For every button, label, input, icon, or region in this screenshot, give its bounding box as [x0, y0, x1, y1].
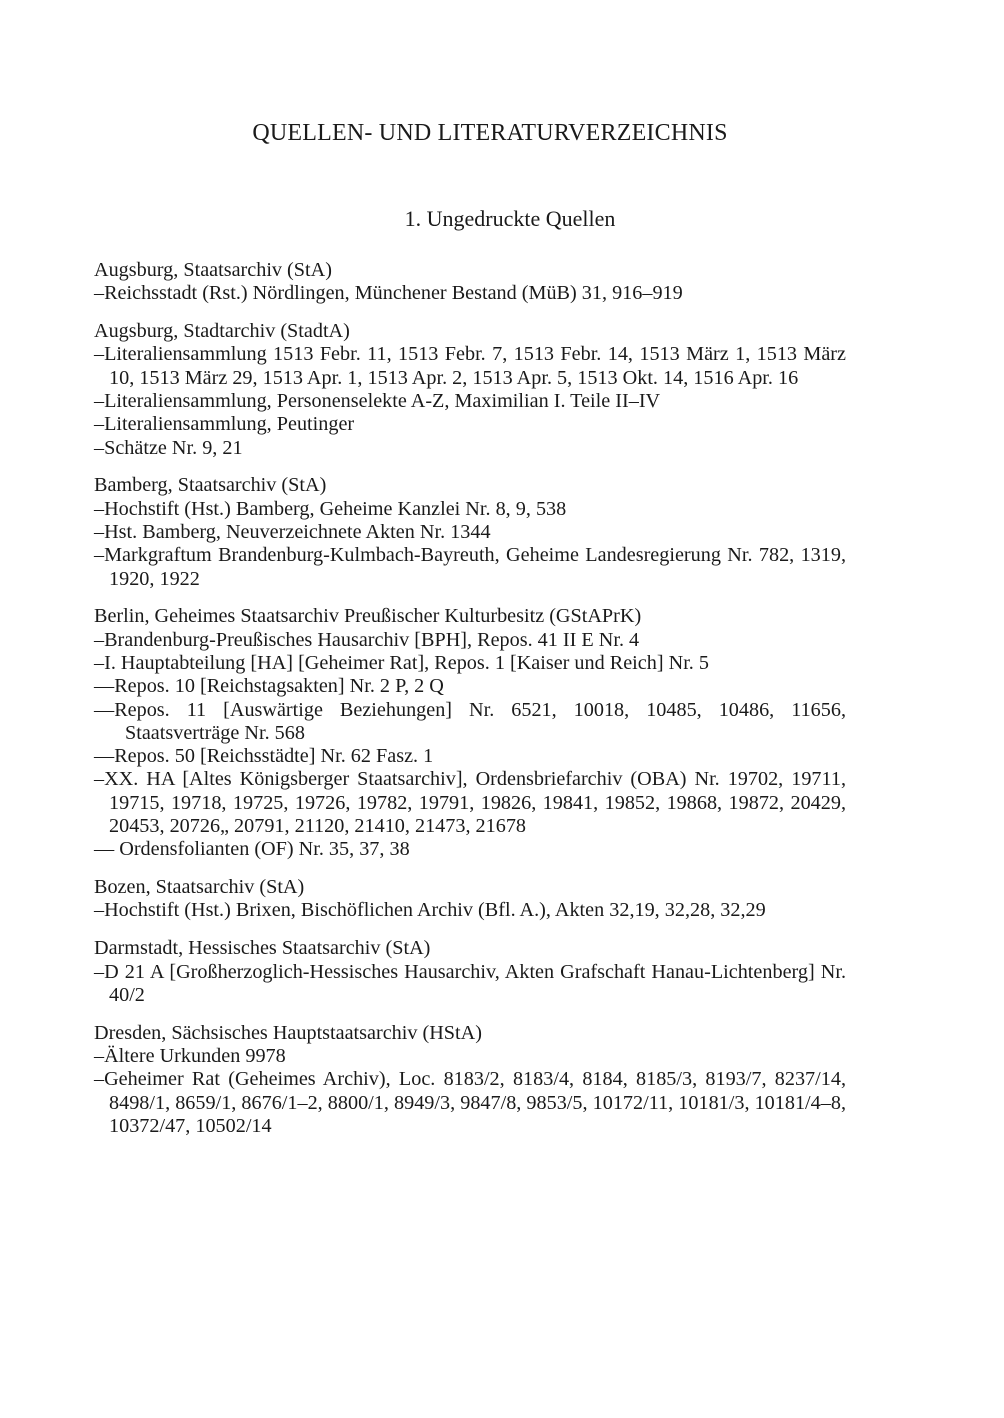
- archive-entry: [94, 629, 846, 652]
- archive-entry: [94, 899, 846, 922]
- archive-entry: [94, 498, 846, 521]
- entry-dash: –: [94, 544, 105, 567]
- entry-text: Repos. 50 [Reichsstädte] Nr. 62 Fasz. 1: [114, 745, 434, 768]
- entry-dash: –: [94, 1044, 105, 1067]
- archive-name: Augsburg, Staatsarchiv (StA): [94, 259, 332, 281]
- archive-entry: [94, 961, 846, 1008]
- archive-group: [94, 937, 846, 1007]
- archive-entry: [94, 1045, 846, 1068]
- entry-dash: ––: [94, 745, 115, 768]
- entry-text: Brandenburg-Preußisches Hausarchiv [BPH], Repos. 41 II E Nr. 4: [104, 628, 640, 651]
- archive-entry: [94, 1068, 846, 1138]
- entry-dash: –: [94, 899, 105, 922]
- entry-text: Hochstift (Hst.) Bamberg, Geheime Kanzlei Nr. 8, 9, 538: [104, 497, 567, 520]
- entry-dash: ––: [94, 675, 115, 698]
- entry-dash: –: [94, 960, 105, 983]
- archive-group: [94, 320, 846, 460]
- entry-text: Ordensfolianten (OF) Nr. 35, 37, 38: [119, 838, 410, 861]
- entry-dash: –: [94, 413, 105, 436]
- entry-text: Literaliensammlung, Personenselekte A-Z, Maximilian I. Teile II–IV: [104, 389, 661, 412]
- archive-name: Bozen, Staatsarchiv (StA): [94, 876, 305, 899]
- entry-text: Hst. Bamberg, Neuverzeichnete Akten Nr. 1344: [104, 520, 491, 543]
- archive-group: [94, 605, 846, 861]
- entry-dash: –: [94, 343, 105, 366]
- archive-entry: [94, 544, 846, 591]
- archive-name: Dresden, Sächsisches Hauptstaatsarchiv (HStA): [94, 1021, 482, 1044]
- archive-entry: [94, 745, 846, 768]
- archive-entry: [94, 413, 846, 436]
- entry-dash: –: [94, 389, 105, 412]
- entry-text: Repos. 11 [Auswärtige Beziehungen] Nr. 6521, 10018, 10485, 10486, 11656, Staatsverträge Nr. 568: [114, 698, 846, 744]
- archive-entry: [94, 437, 846, 460]
- section-heading: 1. Ungedruckte Quellen: [404, 206, 616, 231]
- entry-text: Geheimer Rat (Geheimes Archiv), Loc. 8183/2, 8183/4, 8184, 8185/3, 8193/7, 8237/14, 8498/1, 8659/1, 8676/1–2, 8800/1, 8949/3, 9847/8, 9853/5, 10172/11, 10181/3, 10181/4–8, 10372/47, 10502/14: [104, 1068, 846, 1137]
- entry-dash: –: [94, 628, 105, 651]
- entry-dash: ––: [94, 698, 115, 721]
- archive-entry: [94, 652, 846, 675]
- archive-entry: [94, 521, 846, 544]
- entry-text: XX. HA [Altes Königsberger Staatsarchiv], Ordensbriefarchiv (OBA) Nr. 19702, 19711, 19715, 19718, 19725, 19726, 19782, 19791, 19826, 19841, 19852, 19868, 19872, 20429, 20453, 20726„ 20791, 21120, 21410, 21473, 21678: [104, 768, 846, 838]
- archive-name: Augsburg, Stadtarchiv (StadtA): [94, 320, 350, 343]
- archive-entry: [94, 675, 846, 698]
- archive-name: Berlin, Geheimes Staatsarchiv Preußischer Kulturbesitz (GStAPrK): [94, 605, 642, 628]
- entry-text: Schätze Nr. 9, 21: [104, 436, 243, 459]
- entry-dash: –: [94, 497, 105, 520]
- entry-text: Literaliensammlung 1513 Febr. 11, 1513 Febr. 7, 1513 Febr. 14, 1513 März 1, 1513 März 10, 1513 März 29, 1513 Apr. 1, 1513 Apr. 2, 1513 Apr. 5, 1513 Okt. 14, 1516 Apr. 16: [104, 343, 846, 389]
- entry-text: Hochstift (Hst.) Brixen, Bischöflichen Archiv (Bfl. A.), Akten 32,19, 32,28, 32,29: [104, 899, 766, 922]
- archive-name: Darmstadt, Hessisches Staatsarchiv (StA): [94, 937, 431, 960]
- archive-entry: [94, 390, 846, 413]
- page-title: QUELLEN- UND LITERATURVERZEICHNIS: [252, 120, 728, 146]
- entry-dash: –: [94, 436, 105, 459]
- entry-text: Markgraftum Brandenburg-Kulmbach-Bayreuth, Geheime Landesregierung Nr. 782, 1319, 1920, 1922: [104, 544, 846, 590]
- entry-dash: –: [94, 520, 105, 543]
- archive-entry: [94, 838, 846, 861]
- entry-text: Repos. 10 [Reichstagsakten] Nr. 2 P, 2 Q: [114, 675, 444, 698]
- archive-list: [94, 259, 846, 1153]
- archive-entry: [94, 282, 846, 305]
- entry-dash: ––: [94, 838, 120, 861]
- archive-group: [94, 474, 846, 590]
- entry-dash: –: [94, 768, 105, 791]
- entry-text: Reichsstadt (Rst.) Nördlingen, Münchener Bestand (MüB) 31, 916–919: [104, 282, 683, 305]
- entry-dash: –: [94, 651, 105, 674]
- entry-dash: –: [94, 282, 105, 305]
- entry-text: Ältere Urkunden 9978: [104, 1044, 286, 1067]
- entry-text: I. Hauptabteilung [HA] [Geheimer Rat], Repos. 1 [Kaiser und Reich] Nr. 5: [104, 651, 709, 674]
- archive-entry: [94, 768, 846, 838]
- archive-group: [94, 259, 846, 306]
- archive-entry: [94, 343, 846, 390]
- archive-name: Bamberg, Staatsarchiv (StA): [94, 474, 327, 497]
- entry-dash: –: [94, 1068, 105, 1091]
- archive-entry: [94, 699, 846, 746]
- archive-group: [94, 1022, 846, 1138]
- entry-text: D 21 A [Großherzoglich-Hessisches Hausarchiv, Akten Grafschaft Hanau-Lichtenberg] Nr. 40/2: [104, 960, 846, 1006]
- entry-text: Literaliensammlung, Peutinger: [104, 413, 355, 436]
- archive-group: [94, 876, 846, 923]
